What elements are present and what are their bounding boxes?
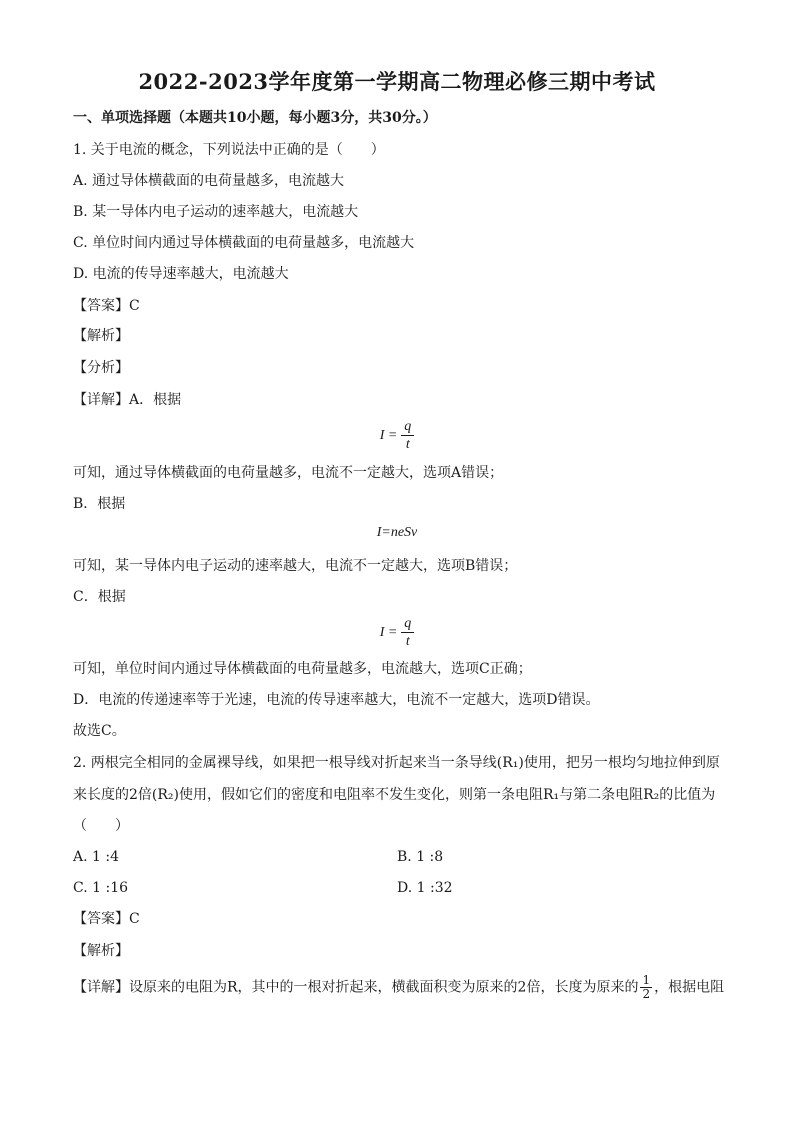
q2-detail-pre: 【详解】设原来的电阻为R，其中的一根对折起来，横截面积变为原来的2倍，长度为原来的 [73, 979, 639, 996]
q2-option-a: A. 1 :4 [73, 849, 119, 865]
q2-option-b: B. 1 :8 [397, 849, 444, 865]
q2-option-d: D. 1 :32 [397, 880, 453, 896]
q2-detail-post: ，根据电阻 [654, 979, 725, 996]
q1-detail-a: 【详解】A．根据 [73, 392, 182, 408]
q1-option-c: C. 单位时间内通过导体横截面的电荷量越多，电流越大 [73, 235, 415, 251]
q1-stem: 1. 关于电流的概念，下列说法中正确的是（ ） [73, 142, 385, 158]
formula-3 [0, 615, 794, 650]
q1-option-b: B. 某一导体内电子运动的速率越大，电流越大 [73, 204, 359, 220]
q1-text-b: 可知，某一导体内电子运动的速率越大，电流不一定越大，选项B错误； [73, 558, 518, 574]
formula-3-den: t [405, 634, 410, 649]
formula-3-num: q [401, 615, 414, 633]
q2-frac-num: 1 [642, 973, 651, 987]
q2-stem-line1: 2. 两根完全相同的金属裸导线，如果把一根导线对折起来当一条导线(R₁)使用，把另一根均匀地拉伸到原 [73, 755, 720, 771]
q2-frac-den: 2 [642, 987, 651, 1001]
q1-conclusion: 故选C。 [73, 723, 126, 739]
formula-1-den: t [405, 437, 410, 452]
q2-stem-line3: （ ） [73, 818, 129, 834]
q1-label-b: B．根据 [73, 496, 126, 512]
q2-stem-line2: 来长度的2倍(R₂)使用，假如它们的密度和电阻率不发生变化，则第一条电阻R₁与第二条电阻R₂的比值为 [73, 787, 716, 803]
formula-1-fraction [401, 418, 414, 453]
q1-text-c: 可知，单位时间内通过导体横截面的电荷量越多，电流越大，选项C正确； [73, 661, 532, 677]
q2-answer: 【答案】C [73, 911, 140, 927]
section-heading: 一、单项选择题（本题共10小题，每小题3分，共30分。） [73, 110, 437, 126]
q2-analysis-label: 【解析】 [73, 943, 129, 959]
q1-option-a: A. 通过导体横截面的电荷量越多，电流越大 [73, 173, 345, 189]
q1-text-d: D．电流的传递速率等于光速，电流的传导速率越大，电流不一定越大，选项D错误。 [73, 692, 600, 708]
formula-3-fraction [401, 615, 414, 650]
q1-label-c: C．根据 [73, 589, 126, 605]
q2-detail-fraction [640, 974, 652, 1001]
q1-fenxi-label: 【分析】 [73, 360, 129, 376]
q1-text-a: 可知，通过导体横截面的电荷量越多，电流不一定越大，选项A错误； [73, 465, 504, 481]
formula-3-lhs: I = [379, 624, 398, 640]
q1-analysis-label: 【解析】 [73, 328, 129, 344]
q1-answer: 【答案】C [73, 298, 140, 314]
formula-1-lhs: I = [379, 427, 398, 443]
q2-detail [73, 974, 724, 1001]
page-title: 2022-2023学年度第一学期高二物理必修三期中考试 [138, 69, 656, 94]
q1-option-d: D. 电流的传导速率越大，电流越大 [73, 266, 289, 282]
formula-1 [0, 418, 794, 453]
formula-2: I=neSv [376, 525, 418, 540]
formula-1-num: q [401, 418, 414, 436]
q2-option-c: C. 1 :16 [73, 880, 129, 896]
